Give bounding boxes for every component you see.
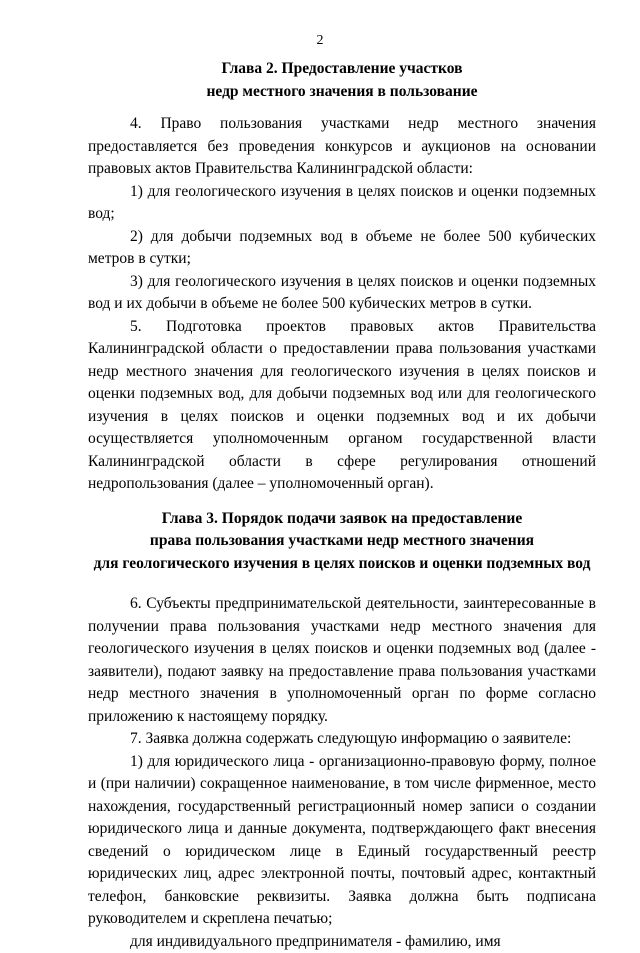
paragraph-7-item-1: 1) для юридического лица - организационно-правовую форму, полное и (при наличии) сокращенное наименование, в том числе фирменное, место нахождения, государственный регистрационный номер записи о создании юридического лица и данные документа, подтверждающего факт внесения сведений о юридическом лице в Единый государственный реестр юридических лиц, адрес электронной почты, почтовый адрес, контактный телефон, банковские реквизиты. Заявка должна быть подписана руководителем и скреплена печатью; [88,751,596,931]
chapter-2-heading [88,58,596,103]
paragraph-4: 4. Право пользования участками недр местного значения предоставляется без проведения конкурсов и аукционов на основании правовых актов Правительства Калининградской области: [88,113,596,181]
chapter-2-heading-line: Глава 2. Предоставление участков [88,58,596,81]
paragraph-4-item-1: 1) для геологического изучения в целях поисков и оценки подземных вод; [88,181,596,226]
chapter-3-heading-line: Глава 3. Порядок подачи заявок на предоставление [88,508,596,531]
paragraph-7: 7. Заявка должна содержать следующую информацию о заявителе: [88,728,596,751]
paragraph-5: 5. Подготовка проектов правовых актов Правительства Калининградской области о предоставлении права пользования участками недр местного значения для геологического изучения в целях поисков и оценки подземных вод, для добычи подземных вод или для геологического изучения в целях поисков и оценки подземных вод и их добычи осуществляется уполномоченным органом государственной власти Калининградской области в сфере регулирования отношений недропользования (далее – уполномоченный орган). [88,316,596,496]
page-number: 2 [0,32,640,50]
chapter-2-heading-line: недр местного значения в пользование [88,81,596,104]
chapter-3-heading [88,508,596,576]
document-body [88,58,596,953]
paragraph-4-item-3: 3) для геологического изучения в целях поисков и оценки подземных вод и их добычи в объеме не более 500 кубических метров в сутки. [88,271,596,316]
chapter-3-heading-line: для геологического изучения в целях поисков и оценки подземных вод [88,553,596,576]
paragraph-6: 6. Субъекты предпринимательской деятельности, заинтересованные в получении права пользования участками недр местного значения для геологического изучения в целях поисков и оценки подземных вод (далее - заявители), подают заявку на предоставление права пользования участками недр местного значения в уполномоченный орган по форме согласно приложению к настоящему порядку. [88,593,596,728]
paragraph-7-sole-proprietor: для индивидуального предпринимателя - фамилию, имя [88,931,596,953]
chapter-3-heading-line: права пользования участками недр местного значения [88,530,596,553]
paragraph-4-item-2: 2) для добычи подземных вод в объеме не более 500 кубических метров в сутки; [88,226,596,271]
